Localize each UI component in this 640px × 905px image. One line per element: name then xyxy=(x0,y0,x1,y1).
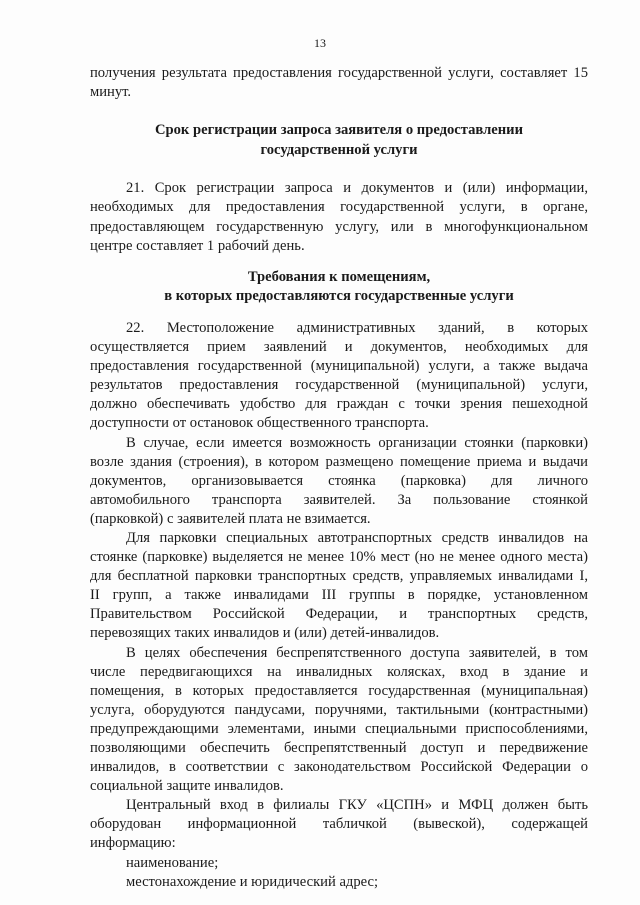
text-line: возле здания (строения), в котором размещено помещение приема и выдачи xyxy=(90,453,588,470)
text-line: минут. xyxy=(90,84,132,101)
text-line: II групп, а также инвалидами III группы в порядке, установленном xyxy=(90,587,588,604)
text-line: (парковкой) с заявителей плата не взимается. xyxy=(90,510,371,527)
paragraph xyxy=(90,796,588,853)
text-line: социальной защите инвалидов. xyxy=(90,778,284,795)
section-heading xyxy=(90,121,588,160)
text-line: получения результата предоставления государственной услуги, составляет 15 xyxy=(90,65,588,81)
text-line: предоставления государственной (муниципальной) услуги, а также выдача xyxy=(90,358,588,375)
text-line: предупреждающими элементами, иными специальными приспособлениями, xyxy=(90,720,588,737)
list xyxy=(90,854,588,892)
paragraph xyxy=(90,319,588,434)
text-line: центре составляет 1 рабочий день. xyxy=(90,237,305,254)
page-content xyxy=(90,64,588,892)
text-line: 21. Срок регистрации запроса и документов и (или) информации, xyxy=(126,180,588,197)
text-line: Центральный вход в филиалы ГКУ «ЦСПН» и МФЦ должен быть xyxy=(126,797,588,814)
text-line: В случае, если имеется возможность организации стоянки (парковки) xyxy=(126,434,588,451)
text-line: предоставляющем государственную услугу, или в многофункциональном xyxy=(90,218,588,235)
text-line: для бесплатной парковки транспортных средств, управляемых инвалидами I, xyxy=(90,568,588,585)
text-line: информацию: xyxy=(90,835,176,852)
text-line: перевозящих таких инвалидов и (или) детей-инвалидов. xyxy=(90,625,440,642)
text-line: необходимых для предоставления государственной услуги, в органе, xyxy=(90,199,588,216)
heading-line: Срок регистрации запроса заявителя о предоставлении xyxy=(154,122,523,139)
text-line: 22. Местоположение административных зданий, в которых xyxy=(126,319,588,336)
text-line: должно обеспечивать удобство для граждан с точки зрения пешеходной xyxy=(90,396,588,413)
text-line: Для парковки специальных автотранспортных средств инвалидов на xyxy=(126,529,588,546)
text-line: Правительством Российской Федерации, и транспортных средств, xyxy=(90,606,588,623)
text-line: помещения, в которых предоставляется государственная (муниципальная) xyxy=(90,682,588,699)
text-line: осуществляется прием заявлений и документов, необходимых для xyxy=(90,339,588,356)
list-item: местонахождение и юридический адрес; xyxy=(126,873,379,890)
text-line: инвалидов, в соответствии с законодательством Российской Федерации о xyxy=(90,759,588,776)
heading-line: в которых предоставляются государственные услуги xyxy=(164,288,514,305)
text-line: документов, организовывается стоянка (парковка) для личного xyxy=(90,472,588,489)
text-line: результатов предоставления государственной (муниципальной) услуги, xyxy=(90,377,588,394)
text-line: оборудован информационной табличкой (вывеской), содержащей xyxy=(90,816,588,833)
text-line: стоянке (парковке) выделяется не менее 10% мест (но не менее одного места) xyxy=(90,549,588,566)
heading-line: Требования к помещениям, xyxy=(247,268,431,285)
text-line: числе передвигающихся на инвалидных колясках, вход в здание и xyxy=(90,663,588,680)
text-line: В целях обеспечения беспрепятственного доступа заявителей, в том xyxy=(126,644,588,661)
text-line: доступности от остановок общественного транспорта. xyxy=(90,415,429,432)
paragraph xyxy=(90,529,588,644)
paragraph xyxy=(90,434,588,529)
paragraph xyxy=(90,644,588,797)
section-heading xyxy=(90,268,588,307)
page-number: 13 xyxy=(314,36,326,50)
list-item: наименование; xyxy=(126,854,219,871)
paragraph xyxy=(90,179,588,255)
heading-line: государственной услуги xyxy=(260,141,418,158)
text-line: автомобильного транспорта заявителей. За пользование стоянкой xyxy=(90,491,588,508)
text-line: услуга, оборудуются пандусами, поручнями, тактильными (контрастными) xyxy=(90,701,588,718)
text-line: позволяющими обеспечить беспрепятственный доступ и передвижение xyxy=(90,740,588,756)
